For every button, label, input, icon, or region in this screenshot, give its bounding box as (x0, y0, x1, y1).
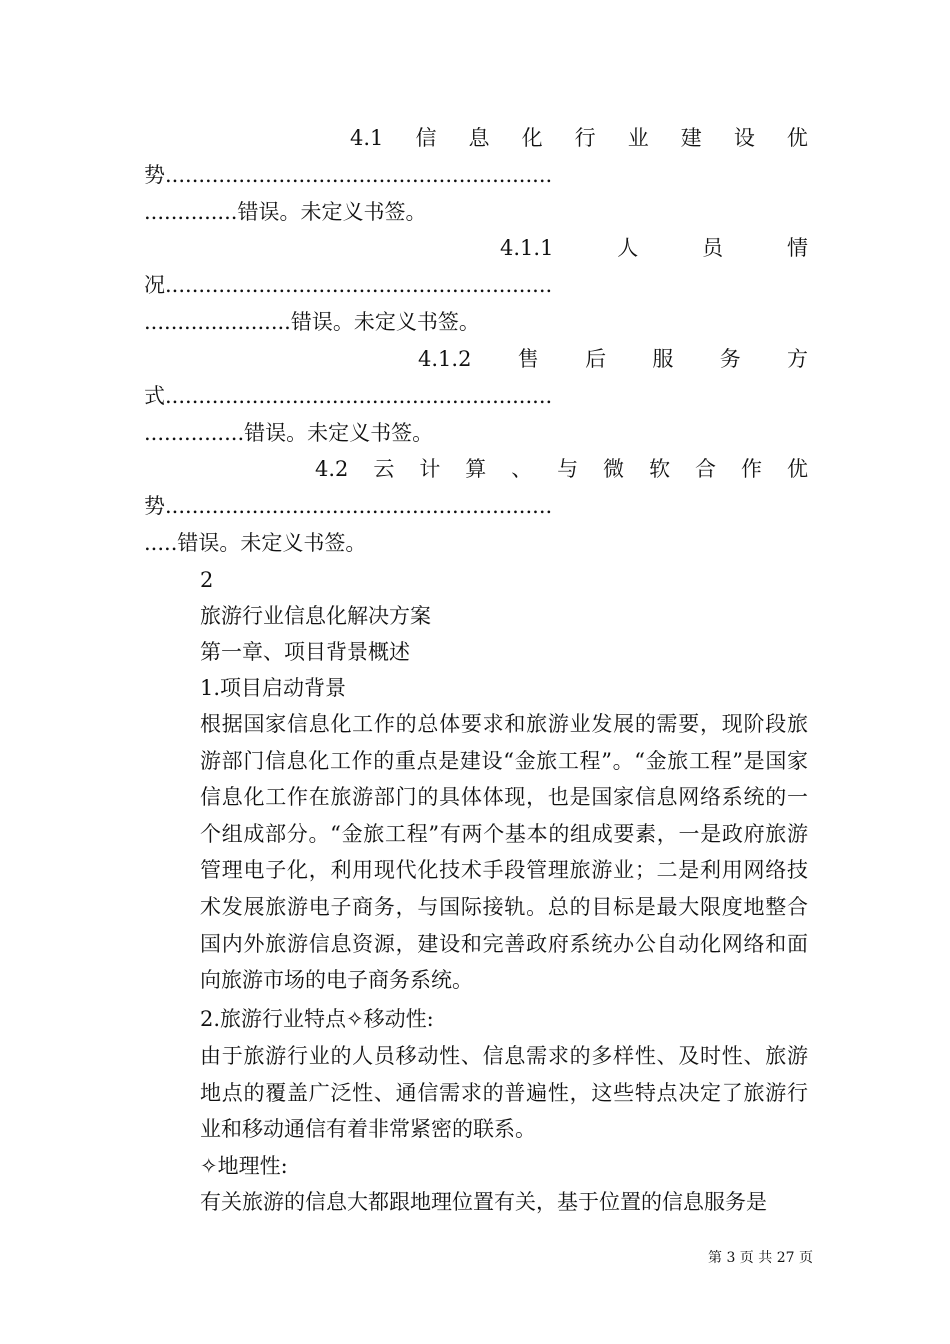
toc-word: 合 (695, 457, 717, 481)
toc-word: 情 (786, 236, 808, 260)
toc-word: 员 (702, 236, 724, 260)
toc-entry-1-leader (144, 157, 808, 193)
toc-entry-1-ref[interactable] (144, 194, 808, 230)
toc-word: 信 (415, 126, 437, 150)
page-footer: 第 3 页 共 27 页 (708, 1250, 813, 1266)
toc-entry-3-leader (144, 378, 808, 414)
toc-error-text: 错误。未定义书签。 (290, 310, 480, 334)
toc-word: 微 (603, 457, 625, 481)
toc-entry-4-leader (144, 488, 808, 524)
toc-word: 优 (786, 457, 808, 481)
toc-word: 方 (787, 347, 808, 371)
toc-word: 后 (585, 347, 607, 371)
toc-dots: .............. (144, 200, 238, 224)
toc-dots: .......................................................... (165, 273, 553, 297)
toc-error-text: 错误。未定义书签。 (237, 200, 427, 224)
toc-word: 、 (511, 457, 533, 481)
toc-entry-2-heading (500, 230, 808, 266)
toc-dots: ..... (144, 531, 178, 555)
page-number-text: 2 (200, 568, 214, 592)
toc-tail-char: 势 (144, 163, 165, 187)
toc-word: 业 (627, 126, 649, 150)
toc-word: 服 (652, 347, 674, 371)
toc-word: 优 (786, 126, 808, 150)
geography-title: ✧地理性: (200, 1154, 288, 1178)
toc-word: 建 (680, 126, 702, 150)
toc-tail-char: 式 (144, 384, 165, 408)
section-2-title: 2.旅游行业特点✧移动性: (200, 1007, 434, 1031)
toc-word: 4.1.1 (500, 236, 554, 260)
chapter-title: 第一章、项目背景概述 (200, 640, 410, 664)
toc-word: 务 (719, 347, 741, 371)
toc-tail-char: 势 (144, 494, 165, 518)
toc-entry-3-heading (418, 341, 808, 377)
toc-dots: ............... (144, 421, 245, 445)
toc-dots: .......................................................... (165, 384, 553, 408)
toc-dots: .......................................................... (165, 494, 553, 518)
toc-word: 计 (419, 457, 441, 481)
toc-word: 软 (649, 457, 671, 481)
toc-word: 与 (557, 457, 579, 481)
paragraph-geography: 有关旅游的信息大都跟地理位置有关，基于位置的信息服务是 (200, 1190, 767, 1214)
toc-word: 4.1 (350, 126, 384, 150)
toc-word: 云 (373, 457, 395, 481)
toc-word: 算 (465, 457, 487, 481)
toc-word: 设 (733, 126, 755, 150)
toc-entry-1-heading (350, 120, 808, 156)
toc-tail-char: 况 (144, 273, 165, 297)
toc-word: 售 (517, 347, 539, 371)
toc-entry-2-ref[interactable] (144, 304, 808, 340)
toc-entry-4-heading (315, 451, 808, 487)
paragraph-mobility: 由于旅游行业的人员移动性、信息需求的多样性、及时性、旅游地点的覆盖广泛性、通信需求的普遍性，这些特点决定了旅游行业和移动通信有着非常紧密的联系。 (200, 1044, 808, 1142)
toc-entry-2-leader (144, 267, 808, 303)
toc-dots: .......................................................... (165, 163, 553, 187)
toc-error-text: 错误。未定义书签。 (177, 531, 367, 555)
toc-word: 息 (468, 126, 490, 150)
document-title: 旅游行业信息化解决方案 (200, 604, 431, 628)
toc-word: 4.1.2 (418, 347, 472, 371)
toc-entry-3-ref[interactable] (144, 415, 808, 451)
paragraph-background: 根据国家信息化工作的总体要求和旅游业发展的需要，现阶段旅游部门信息化工作的重点是建设“金旅工程”。“金旅工程”是国家信息化工作在旅游部门的具体体现，也是国家信息网络系统的一个组成部分。“金旅工程”有两个基本的组成要素，一是政府旅游管理电子化，利用现代化技术手段管理旅游业；二是利用网络技术发展旅游电子商务，与国际接轨。总的目标是最大限度地整合国内外旅游信息资源，建设和完善政府系统办公自动化网络和面向旅游市场的电子商务系统。 (200, 712, 808, 993)
toc-word: 人 (617, 236, 639, 260)
toc-word: 行 (574, 126, 596, 150)
toc-word: 作 (740, 457, 762, 481)
toc-dots: ...................... (144, 310, 291, 334)
toc-word: 化 (521, 126, 543, 150)
section-1-title: 1.项目启动背景 (200, 676, 347, 700)
toc-error-text: 错误。未定义书签。 (244, 421, 434, 445)
toc-word: 4.2 (315, 457, 349, 481)
toc-entry-4-ref[interactable] (144, 525, 808, 561)
